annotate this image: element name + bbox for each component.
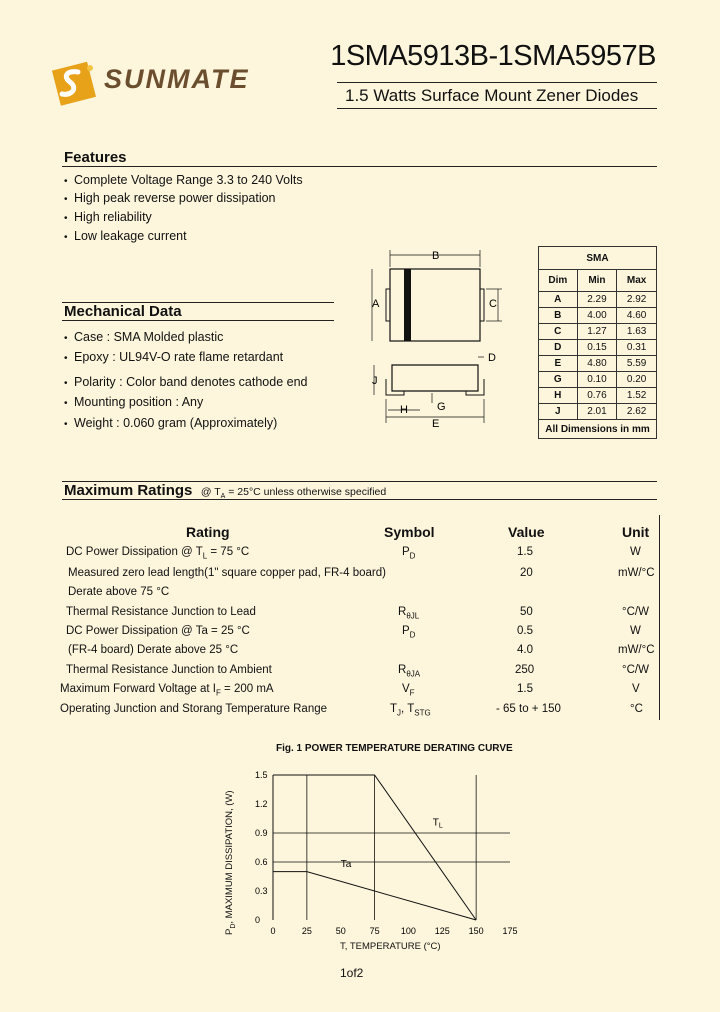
mechanical-title: Mechanical Data bbox=[64, 303, 182, 320]
dim-label-H: H bbox=[400, 404, 408, 416]
x-tick-label: 25 bbox=[301, 926, 312, 936]
ratings-title: Maximum Ratings bbox=[64, 482, 193, 499]
x-tick-label: 175 bbox=[502, 926, 518, 936]
dim-header: Min bbox=[577, 270, 617, 292]
table-row: B 4.00 4.60 bbox=[539, 308, 657, 324]
table-row: A 2.29 2.92 bbox=[539, 292, 657, 308]
mechanical-item: • Polarity : Color band denotes cathode end bbox=[64, 375, 308, 389]
dim-label-J: J bbox=[372, 375, 378, 387]
page-title: 1SMA5913B-1SMA5957B bbox=[330, 40, 656, 72]
chart-xlabel: T, TEMPERATURE (°C) bbox=[340, 941, 441, 952]
dim-header: Dim bbox=[539, 270, 578, 292]
dim-header: Max bbox=[617, 270, 657, 292]
x-tick-label: 75 bbox=[369, 926, 380, 936]
table-row: G 0.10 0.20 bbox=[539, 372, 657, 388]
mechanical-item: • Mounting position : Any bbox=[64, 395, 204, 409]
dim-label-D: D bbox=[488, 352, 496, 364]
ratings-table-border bbox=[659, 515, 660, 720]
x-tick-label: 100 bbox=[400, 926, 416, 936]
chart-title: Fig. 1 POWER TEMPERATURE DERATING CURVE bbox=[276, 743, 513, 754]
dim-table-package: SMA bbox=[539, 247, 657, 270]
title-rule-bottom bbox=[337, 108, 657, 109]
y-tick-label: 1.2 bbox=[255, 799, 268, 809]
y-tick-label: 0.6 bbox=[255, 857, 268, 867]
ratings-note: @ $T_A = 25^\circ C$ unless otherwise specified bbox=[200, 486, 387, 501]
table-row: D 0.15 0.31 bbox=[539, 340, 657, 356]
mechanical-item: • Epoxy : UL94V-O rate flame retardant bbox=[64, 350, 284, 364]
mechanical-item: • Case : SMA Molded plastic bbox=[64, 330, 224, 344]
feature-item: • High peak reverse power dissipation bbox=[64, 191, 276, 205]
dim-label-E: E bbox=[432, 418, 440, 430]
table-row: C 1.27 1.63 bbox=[539, 324, 657, 340]
x-tick-label: 0 bbox=[270, 926, 276, 936]
ratings-header-rating: Rating bbox=[186, 524, 230, 540]
series-label-tl: $T_L$ bbox=[432, 817, 443, 830]
ratings-rule bbox=[62, 499, 657, 500]
ratings-header-unit: Unit bbox=[622, 524, 650, 540]
x-tick-label: 150 bbox=[468, 926, 484, 936]
dim-table-footer: All Dimensions in mm bbox=[539, 420, 657, 439]
y-tick-label: 0.9 bbox=[255, 828, 268, 838]
mechanical-rule bbox=[62, 320, 334, 321]
y-tick-label: 1.5 bbox=[255, 770, 268, 780]
series-label-ta: Ta bbox=[340, 858, 352, 870]
table-row: E 4.80 5.59 bbox=[539, 356, 657, 372]
dim-label-G: G bbox=[437, 401, 446, 413]
feature-item: • Complete Voltage Range 3.3 to 240 Volts bbox=[64, 173, 303, 187]
logo-text: SUNMATE bbox=[104, 64, 250, 94]
feature-item: • Low leakage current bbox=[64, 229, 187, 243]
features-rule bbox=[62, 166, 657, 167]
derating-chart bbox=[220, 760, 530, 960]
feature-item: • High reliability bbox=[64, 210, 152, 224]
x-tick-label: 125 bbox=[434, 926, 450, 936]
ratings-heading bbox=[64, 482, 386, 500]
dim-label-A: A bbox=[372, 298, 380, 310]
page-number: 1of2 bbox=[340, 966, 364, 980]
ratings-header-value: Value bbox=[508, 524, 545, 540]
dim-label-C: C bbox=[489, 298, 497, 310]
ratings-header-symbol: Symbol bbox=[384, 524, 435, 540]
table-row: J 2.01 2.62 bbox=[539, 404, 657, 420]
chart-ylabel: $P_D$, MAXIMUM DISSIPATION, (W) bbox=[224, 790, 237, 935]
x-tick-label: 50 bbox=[335, 926, 346, 936]
title-rule-top bbox=[337, 82, 657, 83]
dimension-table bbox=[538, 246, 657, 439]
table-row: H 0.76 1.52 bbox=[539, 388, 657, 404]
y-tick-label: 0 bbox=[255, 915, 261, 925]
y-tick-label: 0.3 bbox=[255, 886, 268, 896]
mechanical-item: • Weight : 0.060 gram (Approximately) bbox=[64, 416, 278, 430]
dim-label-B: B bbox=[432, 250, 440, 262]
package-outline-diagram bbox=[362, 245, 512, 435]
logo-icon bbox=[44, 60, 100, 108]
page-subtitle: 1.5 Watts Surface Mount Zener Diodes bbox=[345, 86, 639, 105]
features-title: Features bbox=[64, 149, 127, 166]
